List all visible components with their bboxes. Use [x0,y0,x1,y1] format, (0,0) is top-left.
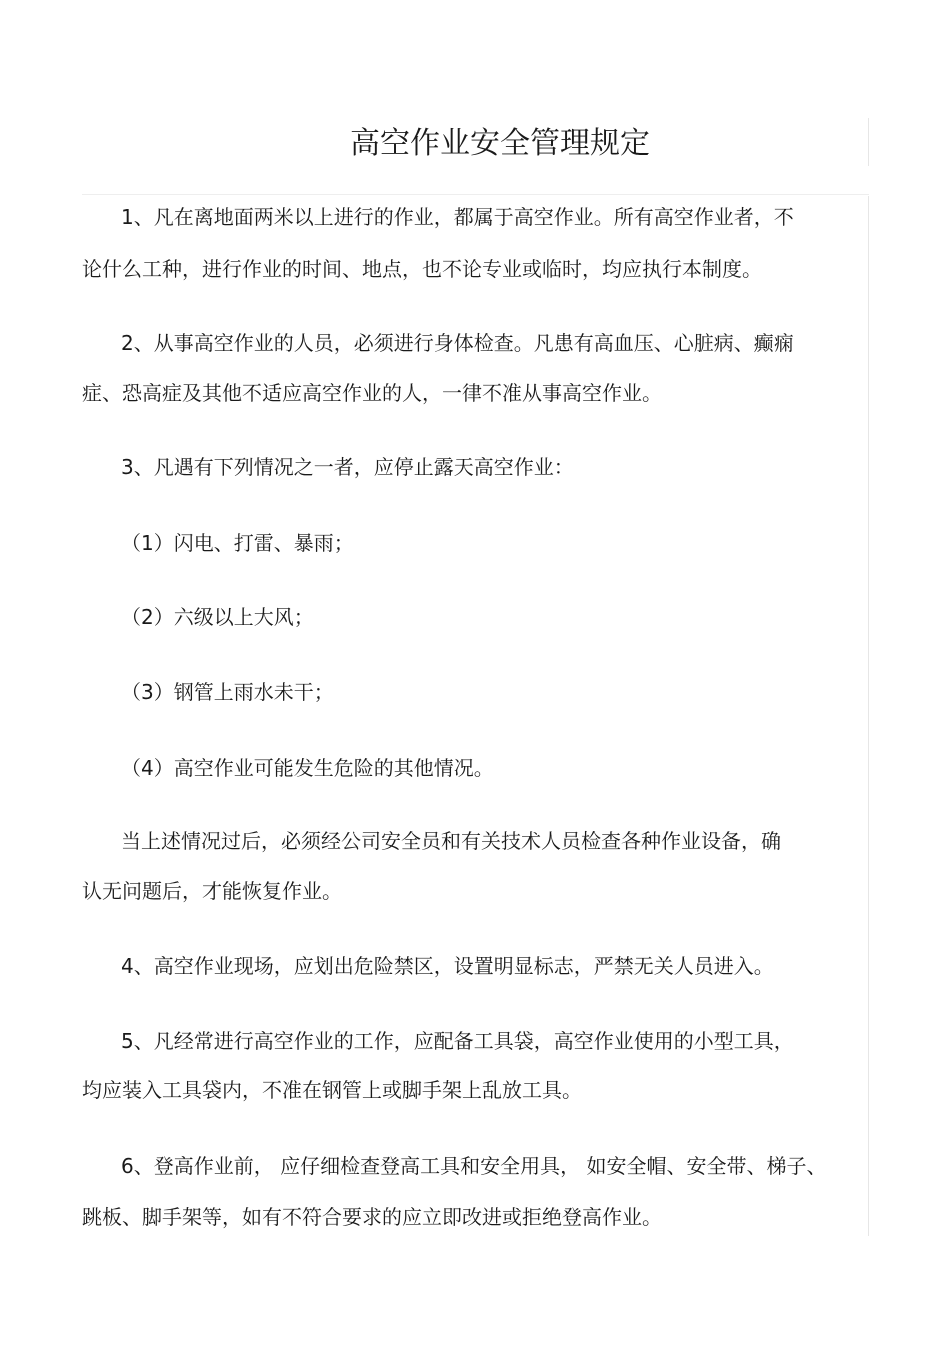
paragraph-followup-line-1: 当上述情况过后，必须经公司安全员和有关技术人员检查各种作业设备，确 [121,829,781,853]
paragraph-6-line-1: 6、登高作业前， 应仔细检查登高工具和安全用具， 如安全帽、安全带、梯子、 [121,1154,827,1178]
paragraph-5-line-1: 5、凡经常进行高空作业的工作，应配备工具袋，高空作业使用的小型工具， [121,1029,794,1053]
list-item-1: （1）闪电、打雷、暴雨； [121,531,354,555]
header-rule [82,194,869,195]
paragraph-4-line-1: 4、高空作业现场，应划出危险禁区，设置明显标志，严禁无关人员进入。 [121,954,774,978]
paragraph-5-line-2: 均应装入工具袋内，不准在钢管上或脚手架上乱放工具。 [82,1078,582,1102]
document-title: 高空作业安全管理规定 [350,126,650,161]
paragraph-2-line-1: 2、从事高空作业的人员，必须进行身体检查。凡患有高血压、心脏病、癫痫 [121,331,794,355]
margin-rule [868,196,869,1236]
paragraph-3-line-1: 3、凡遇有下列情况之一者，应停止露天高空作业： [121,455,574,479]
paragraph-6-line-2: 跳板、脚手架等，如有不符合要求的应立即改进或拒绝登高作业。 [82,1205,662,1229]
paragraph-1-line-1: 1、凡在离地面两米以上进行的作业，都属于高空作业。所有高空作业者，不 [121,205,794,229]
paragraph-2-line-2: 症、恐高症及其他不适应高空作业的人，一律不准从事高空作业。 [82,381,662,405]
list-item-2: （2）六级以上大风； [121,605,314,629]
list-item-3: （3）钢管上雨水未干； [121,680,334,704]
list-item-4: （4）高空作业可能发生危险的其他情况。 [121,756,494,780]
margin-rule-top [868,118,869,166]
paragraph-1-line-2: 论什么工种，进行作业的时间、地点，也不论专业或临时，均应执行本制度。 [82,257,762,281]
paragraph-followup-line-2: 认无问题后，才能恢复作业。 [82,879,342,903]
